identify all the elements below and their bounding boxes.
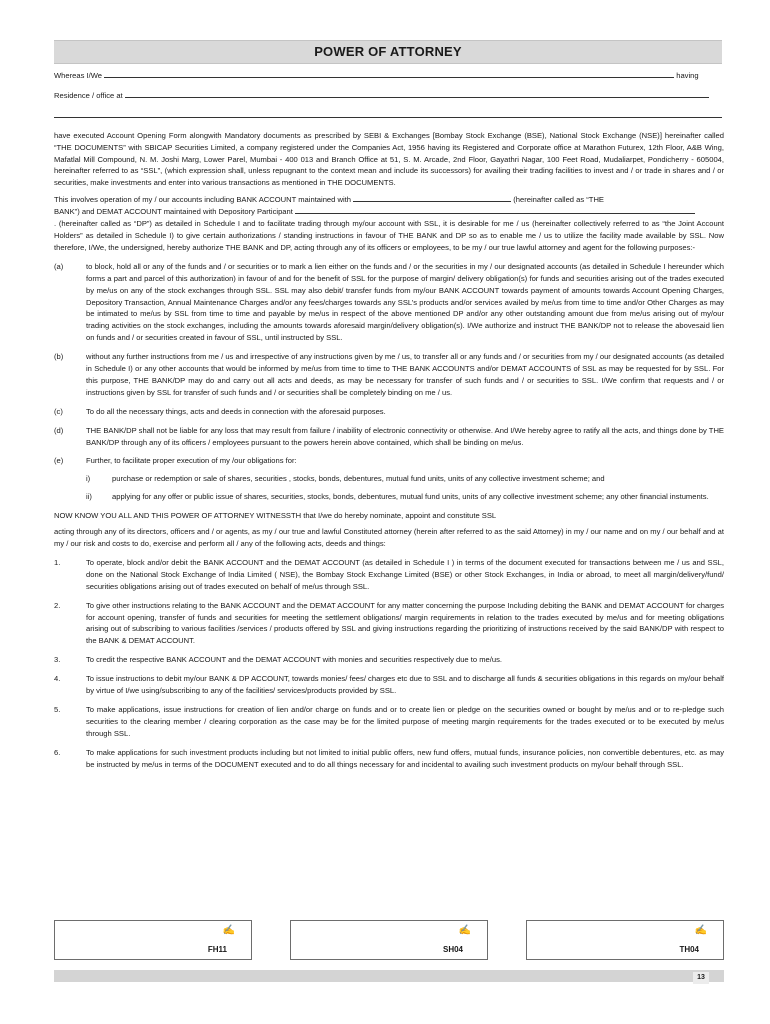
bank-line-lead: This involves operation of my / our accounts including BANK ACCOUNT maintained with bbox=[54, 195, 351, 205]
purpose-item bbox=[54, 425, 724, 449]
sub-item bbox=[54, 491, 724, 503]
purpose-item bbox=[54, 351, 724, 399]
dp-blank bbox=[295, 213, 695, 214]
signature-code: FH11 bbox=[207, 945, 227, 954]
dp-line bbox=[54, 206, 724, 218]
signature-row bbox=[54, 920, 724, 960]
act-item-text: To credit the respective BANK ACCOUNT and the DEMAT ACCOUNT with monies and securities respectively due to me/us. bbox=[86, 655, 502, 665]
act-item-text: To issue instructions to debit my/our BANK & DP ACCOUNT, towards monies/ fees/ charges etc due to SSL and to discharge all funds & securities obligations in this regards on my/our behalf by virtue of I/we using/subscribing to any of the facilities/ services/products provided by SSL. bbox=[86, 674, 724, 696]
purpose-item-text: Further, to facilitate proper execution of my /our obligations for: bbox=[86, 456, 297, 466]
act-item-label: 3. bbox=[54, 655, 61, 665]
dp-line-lead: BANK”) and DEMAT ACCOUNT maintained with Depository Participant bbox=[54, 207, 293, 217]
purpose-item-label: (d) bbox=[54, 425, 64, 435]
act-item bbox=[54, 747, 724, 771]
act-item-text: To operate, block and/or debit the BANK ACCOUNT and the DEMAT ACCOUNT (as detailed in Schedule I ) in terms of the document executed for transactions between me / us and SSL, done on the National Stock Exchange of India Limited ( NSE), the Bombay Stock Exchange Limited (BSE) or other Stock Exchanges, in India or abroad, to meet all margin/delivery/fund/ securities obligations arising out of trades executed on behalf of me/us through SSL. bbox=[86, 557, 724, 591]
act-item-label: 6. bbox=[54, 747, 61, 757]
whereas-label: Whereas I/We bbox=[54, 71, 102, 80]
purpose-item bbox=[54, 406, 724, 418]
pen-icon: ✍ bbox=[694, 925, 707, 936]
purpose-item bbox=[54, 261, 724, 344]
act-item bbox=[54, 704, 724, 740]
pen-icon: ✍ bbox=[458, 925, 471, 936]
sub-item-label: i) bbox=[86, 474, 91, 484]
residence-label: Residence / office at bbox=[54, 90, 123, 100]
act-item-text: To make applications, issue instructions for creation of lien and/or charge on funds and or to create lien or pledge on the securities owned or bought by me/us and or to re-pledge such securities to the clearing member / clearing corporation as the case may be for the limited purpose of meeting margin requirements for the trades executed or to be executed by me/us through SSL. bbox=[86, 704, 724, 738]
name-blank bbox=[104, 77, 674, 78]
act-item bbox=[54, 600, 724, 648]
sub-item bbox=[54, 473, 724, 485]
signature-code: SH04 bbox=[442, 945, 463, 954]
act-item-label: 4. bbox=[54, 674, 61, 684]
signature-code: TH04 bbox=[679, 945, 699, 954]
purpose-item-text: To do all the necessary things, acts and deeds in connection with the aforesaid purposes. bbox=[86, 406, 386, 416]
residence-blank bbox=[125, 97, 709, 98]
page-number: 13 bbox=[693, 972, 709, 984]
act-item bbox=[54, 654, 724, 666]
act-item-text: To give other instructions relating to the BANK ACCOUNT and the DEMAT ACCOUNT for any matter concerning the purpose Including debiting the BANK and DEMAT ACCOUNT for charges for account opening, transfer of funds and securities for meeting the settlement obligations/ margin requirements in relation to the trades executed by me/us and for meeting obligations arising out of subscribing to various facilities /services / products offered by SSL and giving instructions regarding the prioritizing of instructions received by the said BANK/DP with respect to the BANK & DEMAT ACCOUNT. bbox=[86, 600, 724, 646]
page-title: POWER OF ATTORNEY bbox=[54, 40, 722, 64]
sub-item-text: purchase or redemption or sale of shares, securities , stocks, bonds, debentures, mutual fund units, units of any collective investment scheme; and bbox=[112, 474, 605, 484]
footer-bar bbox=[54, 970, 724, 982]
sub-items-list bbox=[54, 473, 724, 503]
authorization-paragraph: . (hereinafter called as “DP”) as detailed in Schedule I and to facilitate trading through my/our account with SSL, it is desirable for me / us (hereinafter collectively referred to as “the Joint Account Holders” as detailed in Schedule I) to give certain authorizations / standing instructions in favour of THE BANK and DP so as to enable me / us to utilize the facility made available by SSL. Now therefore, I/We, the undersigned, hereby authorize THE BANK and DP, acting through any of its officers or employees, to be my / our true lawful attorney and agent for the following purposes:- bbox=[54, 219, 724, 252]
signature-box[interactable] bbox=[54, 920, 252, 960]
act-item-label: 1. bbox=[54, 557, 61, 567]
having-label: having bbox=[676, 71, 699, 80]
residence-line bbox=[54, 90, 724, 102]
bank-line-tail: (hereinafter called as “THE bbox=[513, 195, 604, 205]
act-item-label: 2. bbox=[54, 600, 61, 610]
documents-paragraph: have executed Account Opening Form alongwith Mandatory documents as prescribed by SEBI & Exchanges [Bombay Stock Exchange (BSE), National Stock Exchange (NSE)] hereinafter called “THE DOCUMENTS” with SBICAP Securities Limited, a company registered under the Companies Act, 1956 having its Registered and Corporate office at Marathon Futurex, 12th Floor, A&B Wing, Mafatlal Mill Compound, N. M. Joshi Marg, Lower Parel, Mumbai - 400 013 and Branch Office at 51, S. M. Arcade, 2nd Floor, Gayathri Nagar, 100 Feet Road, Mudaliarpet, Pondicherry - 605004, hereinafter referred to as “SSL”, (which expression shall, unless repugnant to the context mean and include its successors) for availing their trading facilities to invest and / or trade in shares and / or securities, make investments and enter into various transactions as mentioned in THE DOCUMENTS. bbox=[54, 130, 724, 188]
purpose-item-text: to block, hold all or any of the funds and / or securities or to mark a lien either on the funds and / or the securities in my / our designated accounts (as detailed in Schedule I hereunder which forms a part and parcel of this authorization) in favour of and for the benefit of SSL for the purpose of margin/ delivery obligation(s) for funds and securities arising out of the trades executed by me/us on any of the stock exchanges through SSL. SSL may also debit/ transfer funds from my/our BANK ACCOUNT towards payment of amounts towards Account Opening Charges, Depository Transaction, Annual Maintenance Charges and/or any fees/charges towards any SSL’s products and/or services availed by me/us from time to time and/or Other Charges as may be intimated to me/us by SSL from time to time and payable by me/us in respect of the above mentioned DP and/or any other outstanding amount due from me/us arising out of my/our trading activities on the stock exchanges, including the amounts towards aforesaid margin/delivery obligation(s). I/We authorize and instruct THE BANK/DP not to release the abovesaid lien on funds and / or securities created in favour of SSL, until instructed by SSL. bbox=[86, 261, 724, 343]
acts-list bbox=[54, 557, 724, 771]
purpose-item-label: (a) bbox=[54, 261, 64, 271]
purpose-item-label: (e) bbox=[54, 456, 64, 466]
purpose-item-text: THE BANK/DP shall not be liable for any loss that may result from failure / inability of electronic connectivity or otherwise. And I/We hereby agree to ratify all the acts, and things done by THE BANK/DP through any of its officers / employees pursuant to the powers herein above contained, which shall be binding on me/us. bbox=[86, 425, 724, 447]
whereas-line bbox=[54, 70, 724, 82]
signature-box[interactable] bbox=[526, 920, 724, 960]
act-item-label: 5. bbox=[54, 704, 61, 714]
act-item bbox=[54, 557, 724, 593]
bank-line bbox=[54, 194, 724, 206]
acting-paragraph: acting through any of its directors, officers and / or agents, as my / our true and lawful Constituted attorney (herein after referred to as the said Attorney) in my / our name and on my / our behalf and at my / our risk and costs to do, exercise and perform all / any of the following acts, deeds and things: bbox=[54, 527, 724, 548]
act-item bbox=[54, 673, 724, 697]
purposes-list bbox=[54, 261, 724, 468]
purpose-item bbox=[54, 455, 724, 467]
purpose-item-text: without any further instructions from me / us and irrespective of any instructions given by me / us, to transfer all or any funds and / or securities from my / our designated accounts (as detailed in Schedule I) or any other accounts that would be informed by me/us from time to time to THE BANK ACCOUNTS and/or DEMAT ACCOUNTS of SSL as may be requested for by SSL. For this purpose, THE BANK/DP may do and carry out all acts and deeds, as may be necessary for transfer of such funds and / or securities to SSL. I/We confirm that requests and / or instructions given by SSL for transfer of such funds and / or securities shall be completely binding on me / us. bbox=[86, 352, 724, 397]
bank-blank bbox=[353, 201, 511, 202]
sub-item-text: applying for any offer or public issue of shares, securities, stocks, bonds, debentures, mutual fund units, units of any collective investment scheme; any other financial instuments. bbox=[112, 492, 709, 502]
act-item-text: To make applications for such investment products including but not limited to initial public offers, new fund offers, mutual funds, insurance policies, non convertible debentures, etc. as may be instructed by me/us in terms of the DOCUMENT executed and to do all things necessary for and incidental to availing such investment products on my/our behalf through SSL. bbox=[86, 747, 724, 769]
pen-icon: ✍ bbox=[222, 925, 235, 936]
residence-line-2 bbox=[54, 110, 724, 122]
signature-box[interactable] bbox=[290, 920, 488, 960]
purpose-item-label: (c) bbox=[54, 406, 63, 416]
sub-item-label: ii) bbox=[86, 492, 92, 502]
residence-blank-2 bbox=[54, 117, 722, 118]
witnesseth-paragraph: NOW KNOW YOU ALL AND THIS POWER OF ATTORNEY WITNESSTH that I/we do hereby nominate, appoint and constitute SSL bbox=[54, 511, 497, 521]
document-body bbox=[54, 70, 724, 771]
purpose-item-label: (b) bbox=[54, 352, 64, 362]
